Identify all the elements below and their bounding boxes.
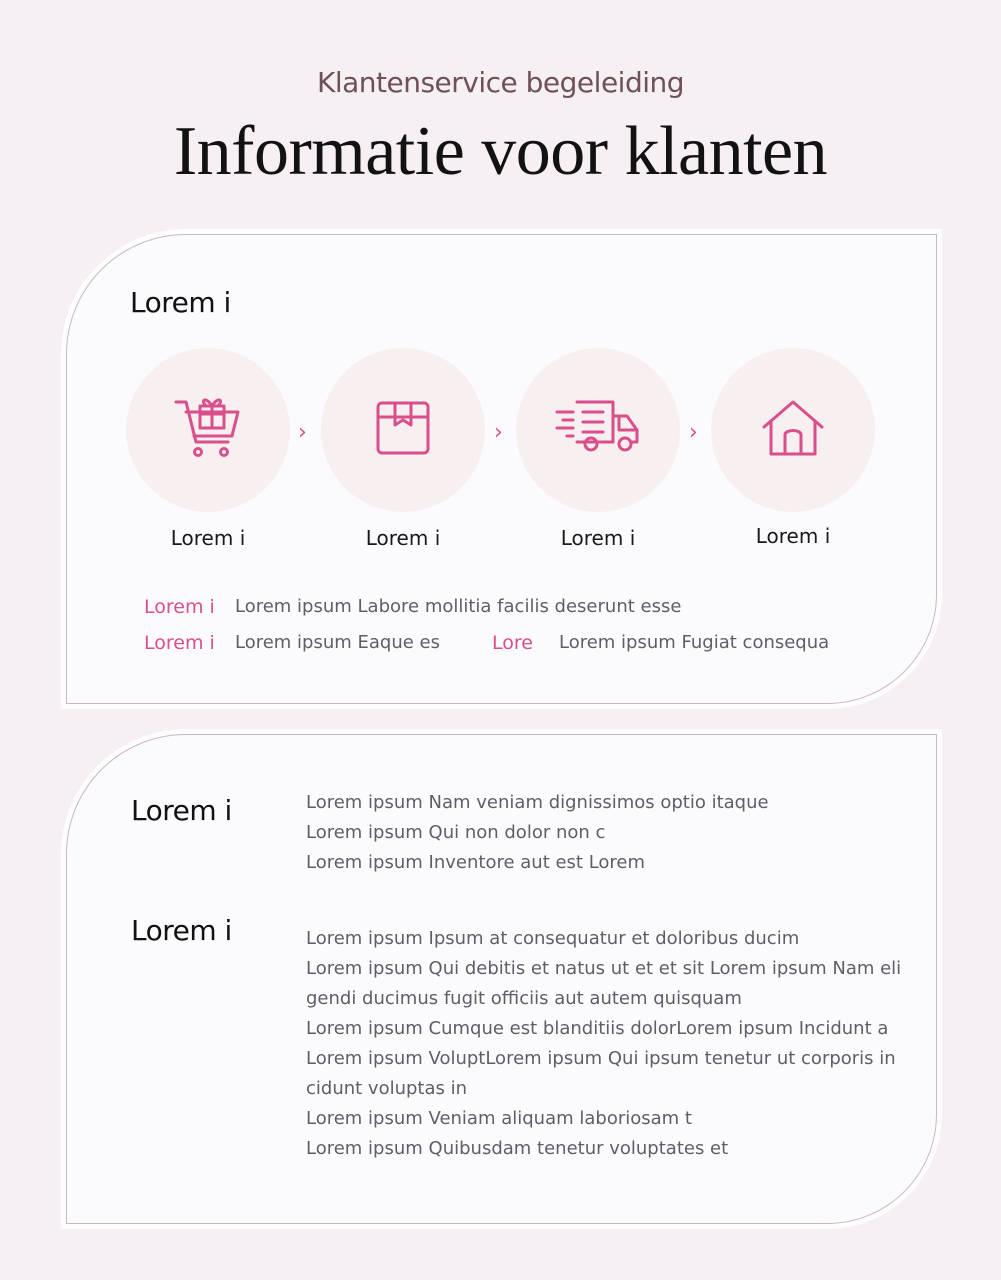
text-line: Lorem ipsum Cumque est blanditiis dolorLorem ipsum Incidunt a — [306, 1018, 889, 1039]
text-line: Lorem ipsum Qui non dolor non c — [306, 822, 606, 843]
step-shipping — [516, 348, 680, 550]
text-line: Lorem ipsum Nam veniam dignissimos optio itaque — [306, 792, 769, 813]
step-label: Lorem i — [170, 526, 246, 550]
legend-key: Lorem i — [144, 632, 215, 654]
step-order — [126, 348, 290, 550]
section-heading: Lorem i — [131, 794, 232, 827]
chevron-right-icon: › — [494, 420, 503, 445]
shopping-cart-gift-icon — [172, 394, 244, 467]
legend-key: Lore — [492, 632, 533, 654]
step-circle — [516, 348, 680, 512]
step-label: Lorem i — [560, 526, 636, 550]
text-line: Lorem ipsum Veniam aliquam laboriosam t — [306, 1108, 692, 1129]
legend-text: Lorem ipsum Labore mollitia facilis deserunt esse — [235, 596, 682, 617]
section-text — [306, 924, 906, 1164]
text-line: Lorem ipsum Qui debitis et natus ut et et sit Lorem ipsum Nam eli — [306, 958, 902, 979]
step-package — [321, 348, 485, 550]
home-icon — [761, 399, 825, 462]
chevron-right-icon: › — [689, 420, 698, 445]
step-delivered — [711, 348, 875, 548]
text-line: Lorem ipsum VoluptLorem ipsum Qui ipsum tenetur ut corporis in — [306, 1048, 896, 1069]
legend-text: Lorem ipsum Fugiat consequa — [559, 632, 830, 653]
legend-key: Lorem i — [144, 596, 215, 618]
text-line: cidunt voluptas in — [306, 1078, 468, 1099]
step-label: Lorem i — [755, 524, 831, 548]
step-circle — [711, 348, 875, 512]
delivery-truck-icon — [555, 398, 641, 463]
step-label: Lorem i — [365, 526, 441, 550]
process-heading: Lorem i — [130, 286, 231, 319]
page-title: Informatie voor klanten — [173, 113, 828, 190]
text-line: Lorem ipsum Quibusdam tenetur voluptates et — [306, 1138, 729, 1159]
section-text — [306, 788, 906, 878]
legend-text: Lorem ipsum Eaque es — [235, 632, 441, 653]
step-circle — [126, 348, 290, 512]
chevron-right-icon: › — [298, 420, 307, 445]
package-box-icon — [375, 400, 431, 461]
text-line: gendi ducimus fugit officiis aut autem quisquam — [306, 988, 742, 1009]
text-line: Lorem ipsum Ipsum at consequatur et doloribus ducim — [306, 928, 800, 949]
step-circle — [321, 348, 485, 512]
text-line: Lorem ipsum Inventore aut est Lorem — [306, 852, 646, 873]
section-heading: Lorem i — [131, 914, 232, 947]
page-subtitle: Klantenservice begeleiding — [316, 66, 685, 99]
